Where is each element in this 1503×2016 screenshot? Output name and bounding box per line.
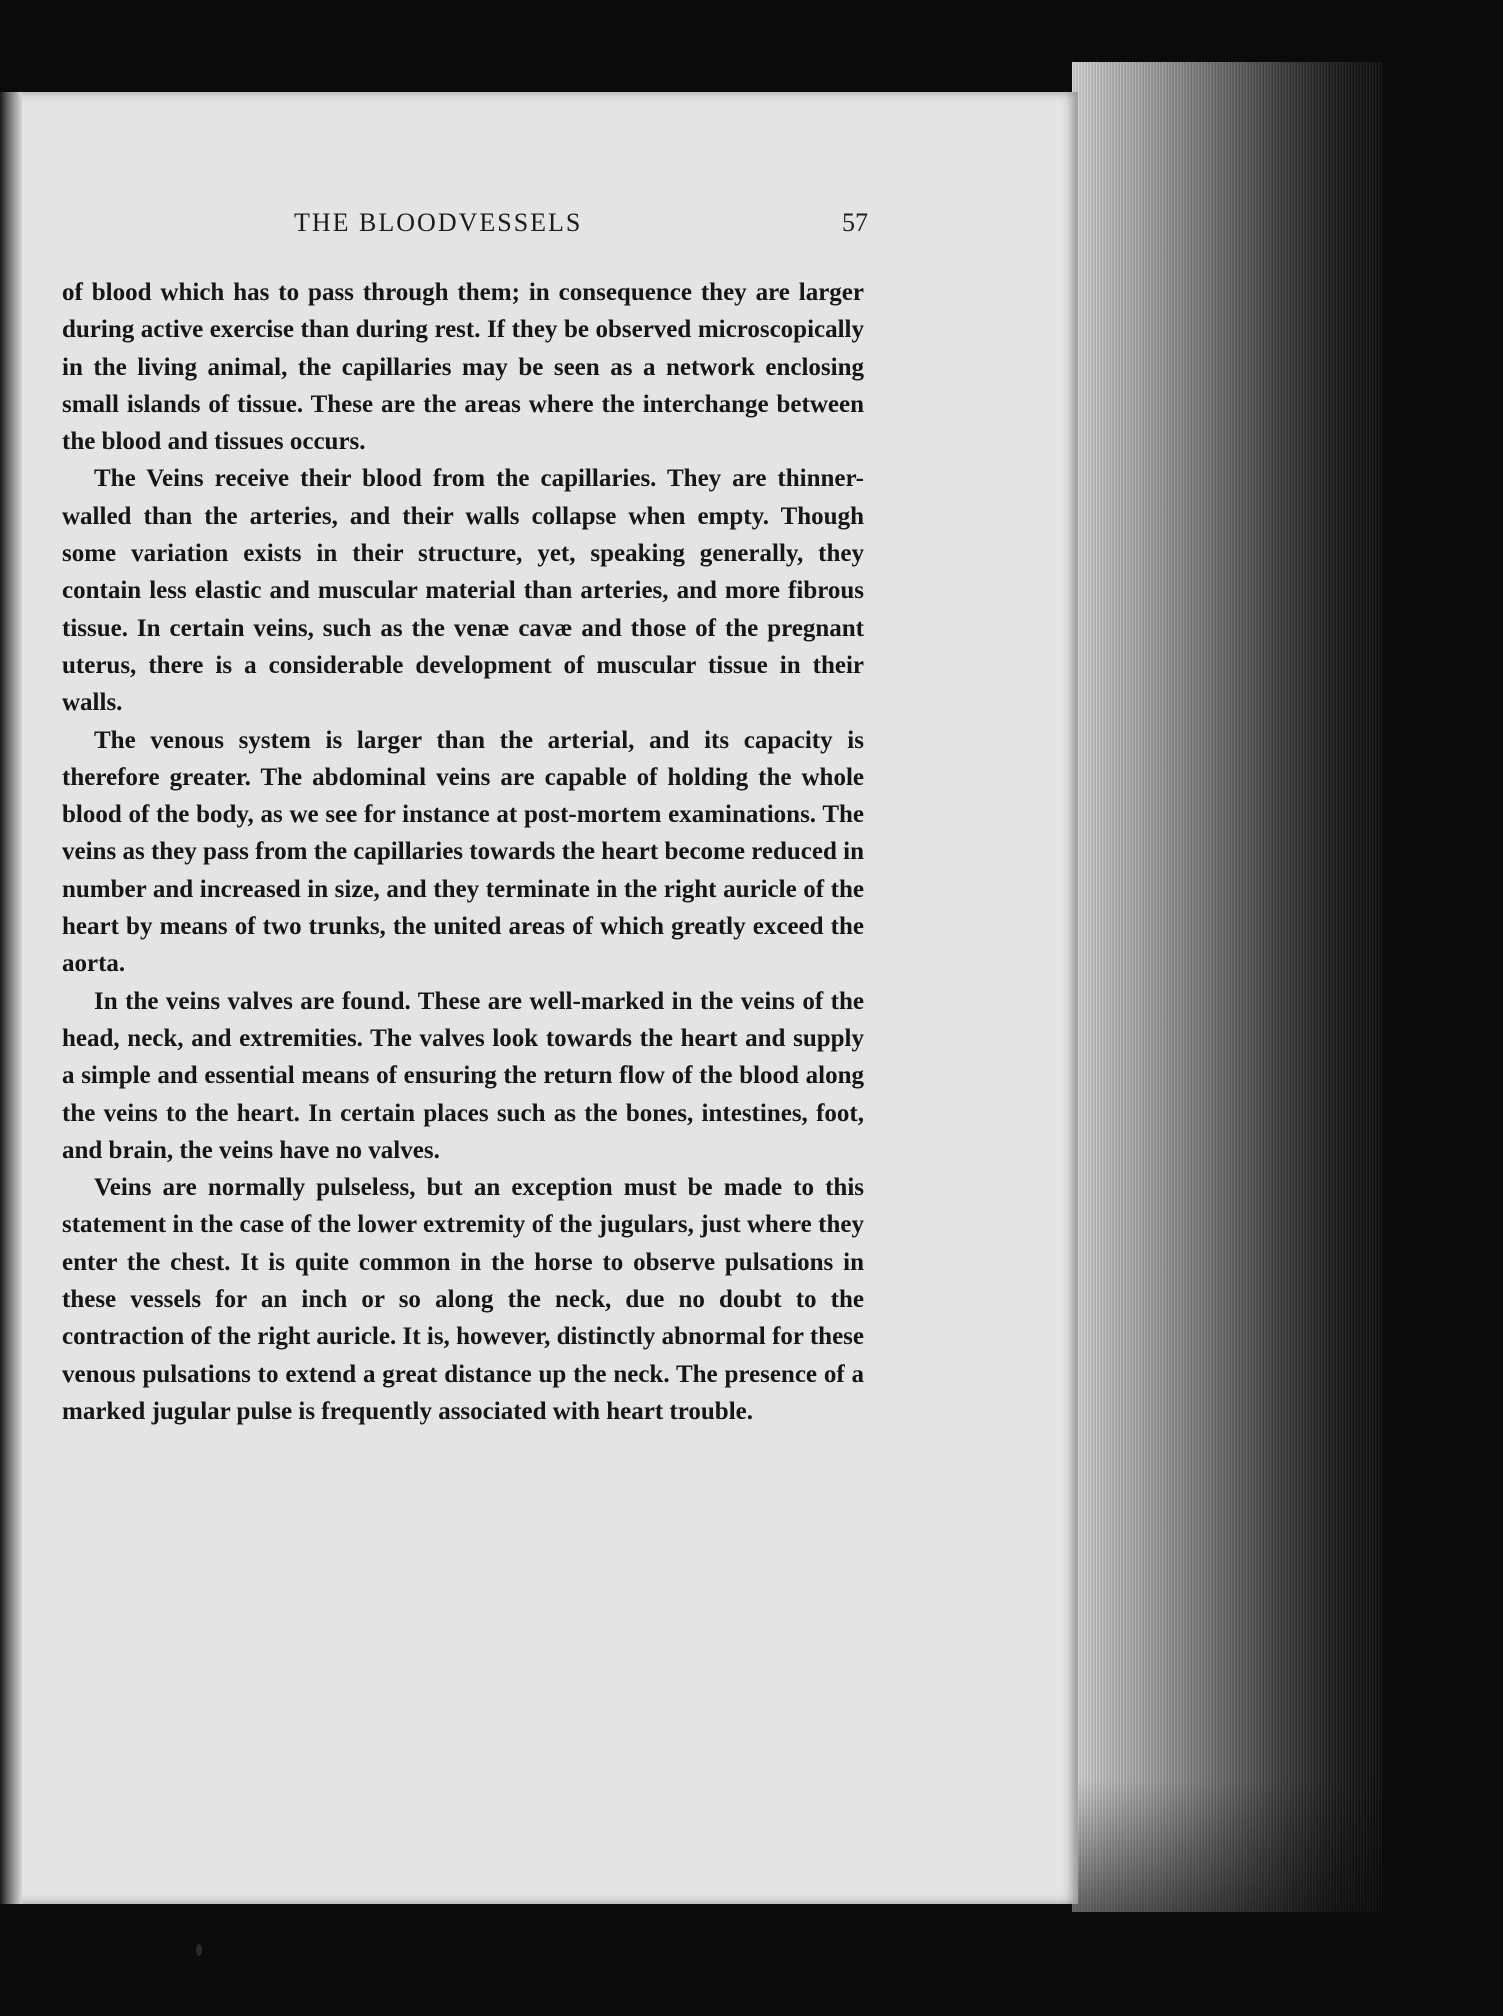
- running-head: THE BLOODVESSELS: [294, 208, 583, 237]
- book-page-edges: [1072, 62, 1382, 1912]
- binding-gutter: [0, 92, 22, 1904]
- scan-speck: [196, 1944, 202, 1956]
- page-number: 57: [842, 208, 868, 237]
- page-edges-shadow: [1072, 1780, 1382, 1912]
- paragraph: In the veins valves are found. These are well-marked in the veins of the head, neck, and extremities. The valves look towards the heart and supply a simple and essential means of ensuring the return flow of the blood along the veins to the heart. In certain places such as the bones, intestines, foot, and brain, the veins have no valves.: [62, 987, 864, 1164]
- paragraph: of blood which has to pass through them; in consequence they are larger during active exercise than during rest. If they be observed microscopically in the living animal, the capillaries may be seen as a network enclosing small islands of tissue. These are the areas where the interchange between the blood and tissues occurs.: [62, 279, 864, 456]
- paragraph: The Veins receive their blood from the capillaries. They are thinner-walled than the arteries, and their walls collapse when empty. Though some variation exists in their structure, yet, speaking generally, they contain less elastic and muscular material than arteries, and more fibrous tissue. In certain veins, such as the venæ cavæ and those of the pregnant uterus, there is a considerable development of muscular tissue in their walls.: [62, 465, 864, 717]
- paragraph: Veins are normally pulseless, but an exception must be made to this statement in the case of the lower extremity of the jugulars, just where they enter the chest. It is quite common in the horse to observe pulsations in these vessels for an inch or so along the neck, due no doubt to the contraction of the right auricle. It is, however, distinctly abnormal for these venous pulsations to extend a great distance up the neck. The presence of a marked jugular pulse is frequently associated with heart trouble.: [62, 1174, 864, 1425]
- body-text: [62, 274, 864, 1430]
- page-header: [62, 208, 868, 248]
- paragraph: The venous system is larger than the arterial, and its capacity is therefore greater. The abdominal veins are capable of holding the whole blood of the body, as we see for instance at post-mortem examinations. The veins as they pass from the capillaries towards the heart become reduced in number and increased in size, and they terminate in the right auricle of the heart by means of two trunks, the united areas of which greatly exceed the aorta.: [62, 726, 864, 978]
